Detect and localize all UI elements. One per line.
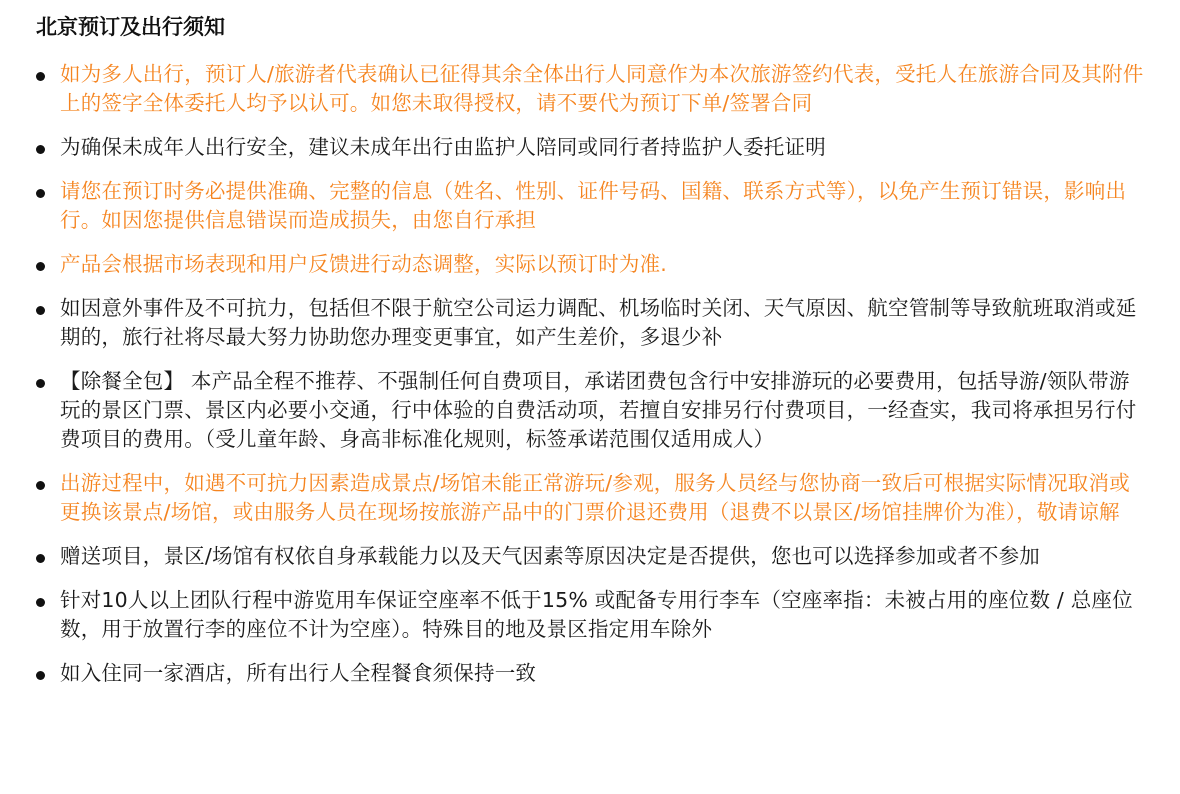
page-title: 北京预订及出行须知 [36, 15, 225, 39]
notice-item-6: 【除餐全包】 本产品全程不推荐、不强制任何自费项目，承诺团费包含行中安排游玩的必要费用，包括导游/领队带游玩的景区门票、景区内必要小交通，行中体验的自费活动项，若擅自安排另行付费项目，一经查实，我司将承担另行付费项目的费用。（受儿童年龄、身高非标准化规则，标签承诺范围仅适用成人） [36, 367, 1150, 454]
notice-item-7: 出游过程中，如遇不可抗力因素造成景点/场馆未能正常游玩/参观，服务人员经与您协商一致后可根据实际情况取消或更换该景点/场馆，或由服务人员在现场按旅游产品中的门票价退还费用（退费不以景区/场馆挂牌价为准），敬请谅解 [36, 469, 1150, 527]
notice-list [36, 60, 1150, 688]
notice-item-5: 如因意外事件及不可抗力，包括但不限于航空公司运力调配、机场临时关闭、天气原因、航空管制等导致航班取消或延期的，旅行社将尽最大努力协助您办理变更事宜，如产生差价，多退少补 [36, 294, 1150, 352]
notice-item-3: 请您在预订时务必提供准确、完整的信息（姓名、性别、证件号码、国籍、联系方式等），以免产生预订错误，影响出行。如因您提供信息错误而造成损失，由您自行承担 [36, 177, 1150, 235]
notice-item-4: 产品会根据市场表现和用户反馈进行动态调整，实际以预订时为准. [36, 250, 1150, 279]
notice-item-9: 针对10人以上团队行程中游览用车保证空座率不低于15% 或配备专用行李车（空座率指：未被占用的座位数 / 总座位数，用于放置行李的座位不计为空座）。特殊目的地及景区指定用车除外 [36, 586, 1150, 644]
notice-item-2: 为确保未成年人出行安全，建议未成年出行由监护人陪同或同行者持监护人委托证明 [36, 133, 1150, 162]
notice-item-10: 如入住同一家酒店，所有出行人全程餐食须保持一致 [36, 659, 1150, 688]
notice-item-1: 如为多人出行，预订人/旅游者代表确认已征得其余全体出行人同意作为本次旅游签约代表，受托人在旅游合同及其附件上的签字全体委托人均予以认可。如您未取得授权，请不要代为预订下单/签署合同 [36, 60, 1150, 118]
notice-item-8: 赠送项目，景区/场馆有权依自身承载能力以及天气因素等原因决定是否提供，您也可以选择参加或者不参加 [36, 542, 1150, 571]
